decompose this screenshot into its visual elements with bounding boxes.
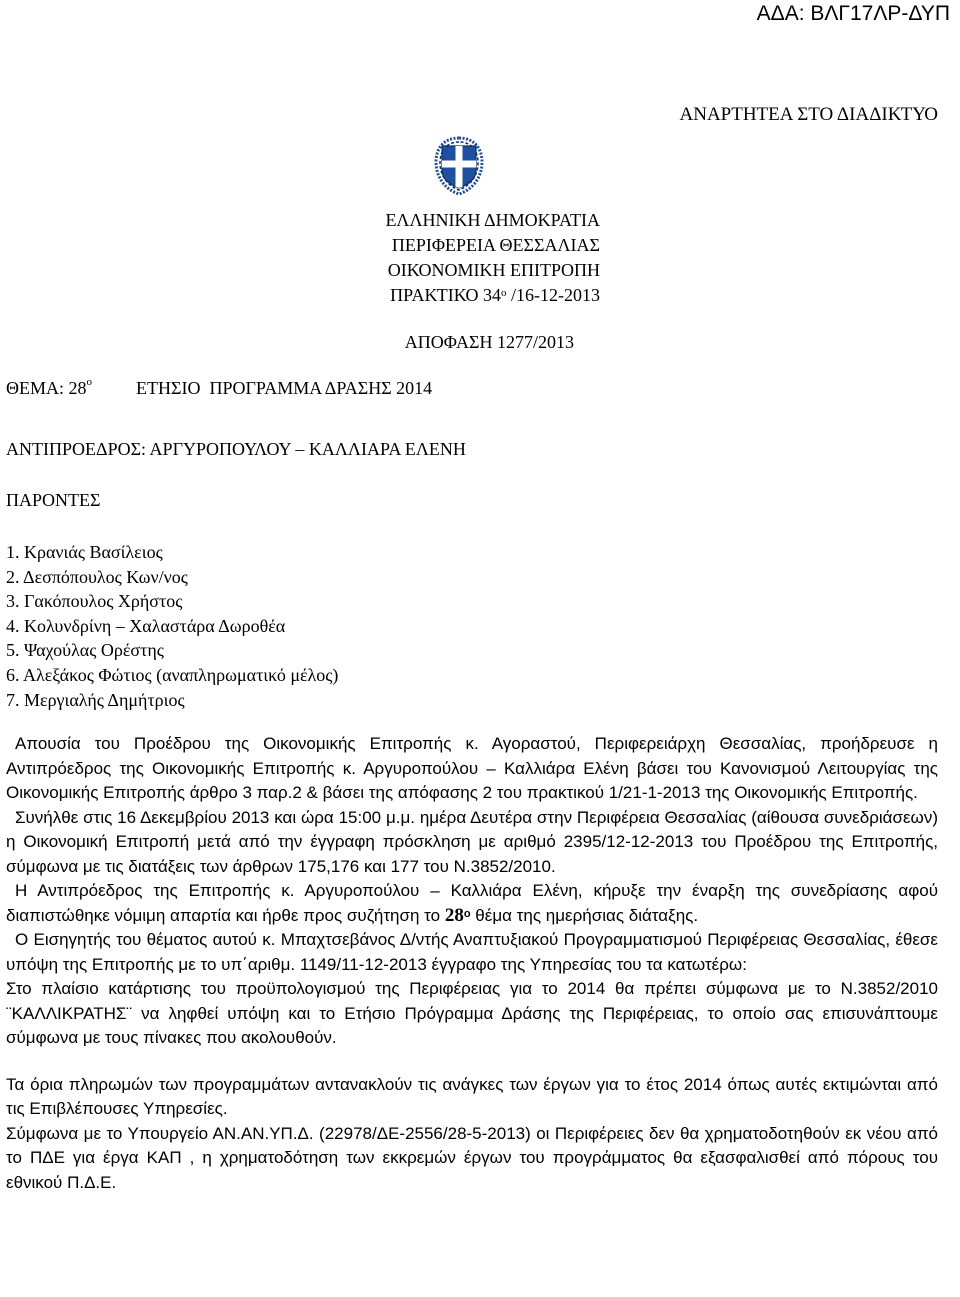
member-item: 6. Αλεξάκος Φώτιος (αναπληρωματικό μέλος) (6, 664, 339, 685)
authority-line-republic: ΕΛΛΗΝΙΚΗ ΔΗΜΟΚΡΑΤΙΑ (385, 210, 600, 230)
subject-title: ΕΤΗΣΙΟ ΠΡΟΓΡΑΜΜΑ ΔΡΑΣΗΣ 2014 (136, 378, 433, 398)
authority-line-region: ΠΕΡΙΦΕΡΕΙΑ ΘΕΣΣΑΛΙΑΣ (391, 235, 600, 255)
ada-identifier: ΑΔΑ: ΒΛΓ17ΛΡ-ΔΥΠ (756, 2, 950, 25)
meeting-paragraph: Συνήλθε στις 16 Δεκεμβρίου 2013 και ώρα 15:00 μ.μ. ημέρα Δευτέρα στην Περιφέρεια Θεσσαλίας (αίθουσα συνεδριάσεων) η Οικονομική Επιτροπή μετά από την έγγραφη πρόσκληση με αριθμό 2395/12-12-2013 του Προέδρου της Επιτροπής, σύμφωνα με τις διατάξεις των άρθρων 175,176 και 177 του Ν.3852/2010. (6, 807, 938, 876)
member-item: 1. Κρανιάς Βασίλειος (6, 542, 163, 562)
member-item: 3. Γακόπουλος Χρήστος (6, 591, 183, 612)
posting-notice: ΑΝΑΡΤΗΤΕΑ ΣΤΟ ΔΙΑΔΙΚΤΥΟ (679, 104, 938, 125)
payment-limits-paragraph: Τα όρια πληρωμών των προγραμμάτων αντανακλούν τις ανάγκες των έργων για το έτος 2014 όπως αυτές εκτιμώνται από τις Επιβλέπουσες Υπηρεσίες. (6, 1074, 938, 1118)
minutes-number: ΠΡΑΚΤΙΚΟ $34^o$ /16-12-2013 (390, 285, 600, 305)
budget-paragraph: Στο πλαίσιο κατάρτισης του προϋπολογισμού της Περιφέρειας για το 2014 θα πρέπει σύμφωνα με το Ν.3852/2010 ¨ΚΑΛΛΙΚΡΑΤΗΣ¨ να ληφθεί υπόψη και το Ετήσιο Πρόγραμμα Δράσης της Περιφέρειας, το οποίο σας επισυνάπτουμε σύμφωνα με τους πίνακες που ακολουθούν. (6, 979, 938, 1047)
member-item: 5. Ψαχούλας Ορέστης (6, 640, 164, 661)
member-item: 2. Δεσπόπουλος Κων/νος (6, 566, 188, 587)
minutes-body (6, 732, 938, 1195)
absence-paragraph: Απουσία του Προέδρου της Οικονομικής Επιτροπής κ. Αγοραστού, Περιφερειάρχη Θεσσαλίας, προήδρευσε η Αντιπρόεδρος της Οικονομικής Επιτροπής κ. Αργυροπούλου – Καλλιάρα Ελένη βάσει του Κανονισμού Λειτουργίας της Οικονομικής Επιτροπής άρθρο 3 παρ.2 & βάσει της απόφασης 2 του πρακτικού 1/21-1-2013 της Οικονομικής Επιτροπής. (6, 734, 938, 802)
members-list (6, 540, 338, 712)
subject-label: ΘΕΜΑ: $28^o$ (6, 376, 92, 398)
present-members-label: ΠΑΡΟΝΤΕΣ (6, 490, 101, 510)
opening-paragraph: Η Αντιπρόεδρος της Επιτροπής κ. Αργυροπούλου – Καλλιάρα Ελένη, κήρυξε την έναρξη της συνεδρίασης αφού διαπιστώθηκε νόμιμη απαρτία και ήρθε προς συζήτηση το $28^o$ θέμα της ημερήσιας διάταξης. (6, 881, 938, 926)
authority-line-committee: ΟΙΚΟΝΟΜΙΚΗ ΕΠΙΤΡΟΠΗ (387, 260, 600, 280)
ministry-paragraph: Σύμφωνα με το Υπουργείο ΑΝ.ΑΝ.ΥΠ.Δ. (22978/ΔΕ-2556/28-5-2013) οι Περιφέρειες δεν θα χρηματοδοτηθούν εκ νέου από το ΠΔΕ για έργα ΚΑΠ , η χρηματοδότηση των εκκρεμών έργων του προγράμματος θα εξασφαλισθεί από πόρους του εθνικού Π.Δ.Ε. (6, 1123, 938, 1192)
member-item: 4. Κολυνδρίνη – Χαλαστάρα Δωροθέα (6, 615, 286, 636)
decision-number: ΑΠΟΦΑΣΗ 1277/2013 (404, 332, 574, 352)
vice-president-line: ΑΝΤΙΠΡΟΕΔΡΟΣ: ΑΡΓΥΡΟΠΟΥΛΟΥ – ΚΑΛΛΙΑΡΑ ΕΛΕΝΗ (6, 439, 466, 459)
member-item: 7. Μεργιαλής Δημήτριος (6, 689, 185, 710)
greek-coat-of-arms-icon (432, 136, 486, 196)
rapporteur-paragraph: Ο Εισηγητής του θέματος αυτού κ. Μπαχτσεβάνος Δ/ντής Αναπτυξιακού Προγραμματισμού Περιφέρειας Θεσσαλίας, έθεσε υπόψη της Επιτροπής με το υπ΄αριθμ. 1149/11-12-2013 έγγραφο της Υπηρεσίας του τα κατωτέρω: (6, 930, 938, 974)
